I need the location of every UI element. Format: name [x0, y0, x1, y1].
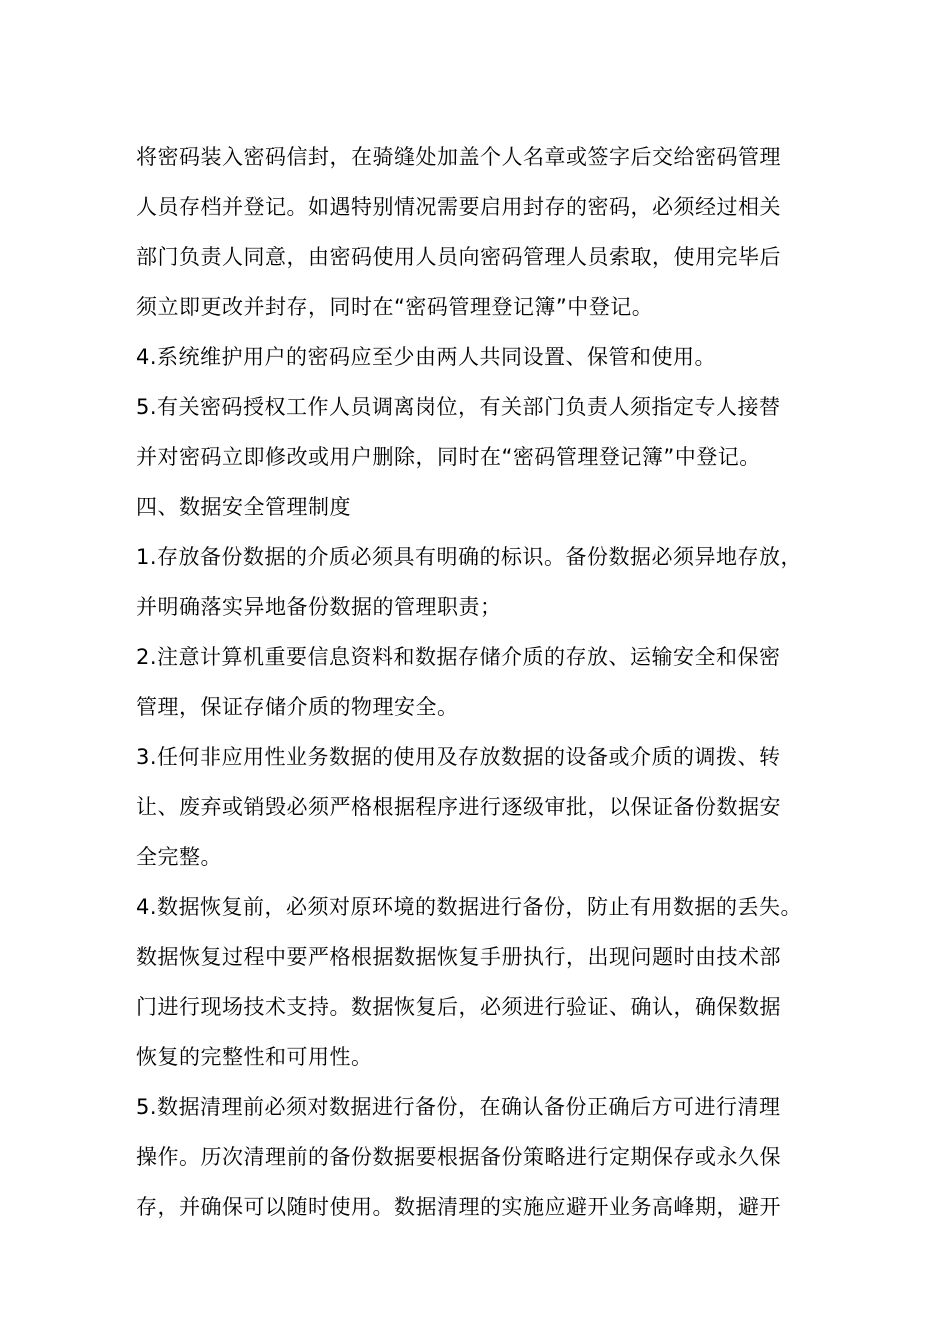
text-line: 5.数据清理前必须对数据进行备份，在确认备份正确后方可进行清理: [136, 1095, 781, 1119]
text-line: 5.有关密码授权工作人员调离岗位，有关部门负责人须指定专人接替: [136, 395, 781, 419]
text-line: 部门负责人同意，由密码使用人员向密码管理人员索取，使用完毕后: [136, 245, 781, 269]
section-heading: 四、数据安全管理制度: [136, 495, 351, 519]
text-line: 操作。历次清理前的备份数据要根据备份策略进行定期保存或永久保: [136, 1145, 781, 1169]
text-line: 4.系统维护用户的密码应至少由两人共同设置、保管和使用。: [136, 345, 717, 369]
text-line: 4.数据恢复前，必须对原环境的数据进行备份，防止有用数据的丢失。: [136, 895, 803, 919]
text-line: 1.存放备份数据的介质必须具有明确的标识。备份数据必须异地存放，: [136, 545, 803, 569]
text-line: 数据恢复过程中要严格根据数据恢复手册执行，出现问题时由技术部: [136, 945, 781, 969]
text-line: 恢复的完整性和可用性。: [136, 1045, 373, 1069]
text-line: 2.注意计算机重要信息资料和数据存储介质的存放、运输安全和保密: [136, 645, 781, 669]
text-line: 须立即更改并封存，同时在“密码管理登记簿”中登记。: [136, 295, 654, 319]
text-line: 管理，保证存储介质的物理安全。: [136, 695, 459, 719]
document-body: [136, 132, 826, 1232]
text-line: 并对密码立即修改或用户删除，同时在“密码管理登记簿”中登记。: [136, 445, 761, 469]
text-line: 全完整。: [136, 845, 222, 869]
text-line: 3.任何非应用性业务数据的使用及存放数据的设备或介质的调拨、转: [136, 745, 781, 769]
text-line: 存，并确保可以随时使用。数据清理的实施应避开业务高峰期，避开: [136, 1195, 781, 1219]
text-line: 将密码装入密码信封，在骑缝处加盖个人名章或签字后交给密码管理: [136, 145, 781, 169]
text-line: 让、废弃或销毁必须严格根据程序进行逐级审批，以保证备份数据安: [136, 795, 781, 819]
text-line: 并明确落实异地备份数据的管理职责；: [136, 595, 502, 619]
text-line: 人员存档并登记。如遇特别情况需要启用封存的密码，必须经过相关: [136, 195, 781, 219]
text-line: 门进行现场技术支持。数据恢复后，必须进行验证、确认，确保数据: [136, 995, 781, 1019]
